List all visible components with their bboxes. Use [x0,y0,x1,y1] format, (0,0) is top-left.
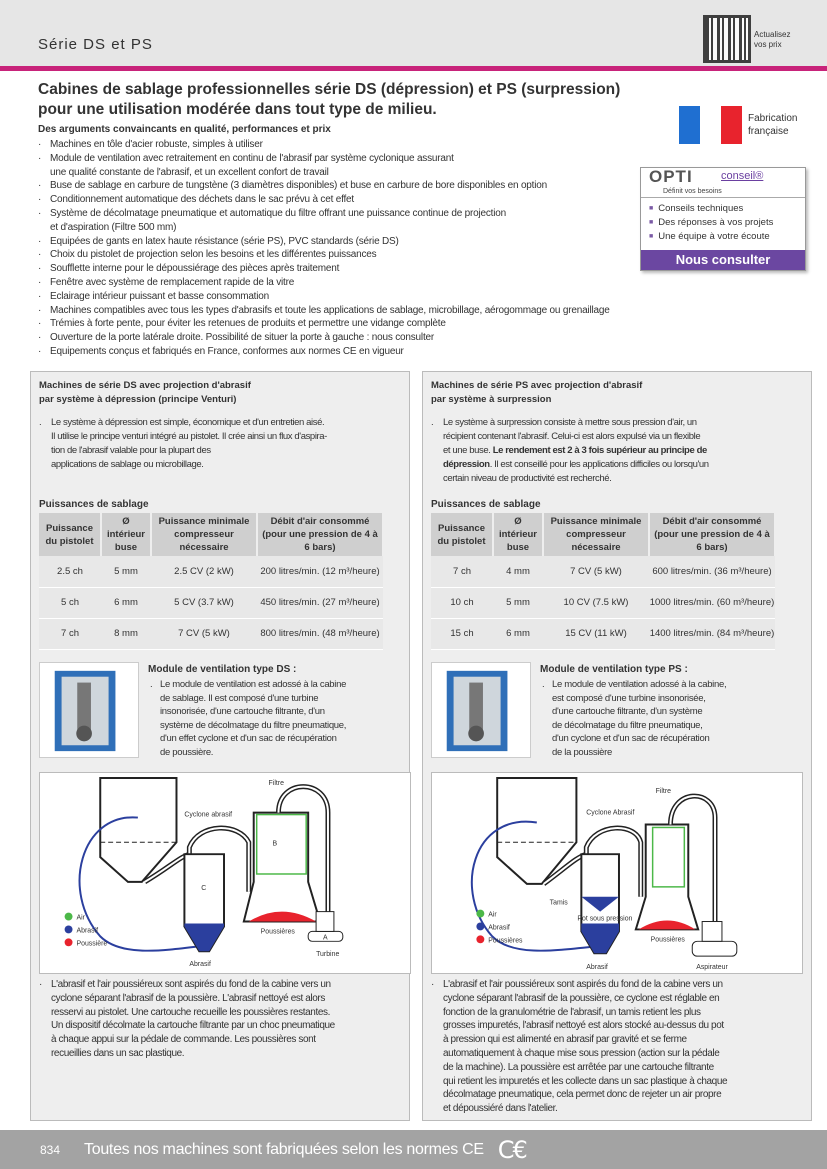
ps-module-text: . Le module de ventilation adossé à la cabine, est composé d'une turbine insonorisée, d'une cartouche filtrante, d'un système de décolmatage du filtre pneumatique, d'un cyclone et d'un sac de récupération de la poussière [540,678,726,759]
label-filtre: Filtre [268,779,284,787]
legend-abrasif: Abrasif [76,927,99,935]
french-flag-icon [679,106,742,144]
table-row [39,556,383,587]
ds-table-title: Puissances de sablage [39,499,149,510]
table-cell: 5 CV (3.7 kW) [151,587,257,618]
ds-module-text: . Le module de ventilation est adossé à la cabine de sablage. Il est composé d'une turbine insonorisée, d'une cartouche filtrante, d'un système de décolmatage du filtre pneumatique, d'un effet cyclone et d'un sac de récupération de poussière. [148,678,346,759]
table-cell: 2.5 ch [39,556,101,587]
table-cell: 7 CV (5 kW) [151,618,257,649]
column-header: Puissance minimale compresseur nécessaire [543,513,649,556]
feature-item: · Trémies à forte pente, pour éviter les retenues de produits et permettre une vidange complète [38,317,610,331]
label-pot: Pot sous pression [577,915,633,923]
logo-brand2: conseil® [721,170,764,182]
table-cell: 5 mm [101,556,151,587]
column-header: Débit d'air consommé (pour une pression de 4 à 6 bars) [257,513,383,556]
feature-item: · Eclairage intérieur puissant et basse consommation [38,290,610,304]
label-poussieres: Poussières [650,936,685,944]
column-header: Puissance du pistolet [431,513,493,556]
opti-item: ■ Des réponses à vos projets [649,216,797,230]
ps-series-panel [422,371,812,1121]
table-cell: 15 ch [431,618,493,649]
feature-item: · Machines en tôle d'acier robuste, simples à utiliser [38,138,610,152]
ds-module-photo [39,662,139,758]
page-title: Cabines de sablage professionnelles série DS (dépression) et PS (surpression) pour une utilisation modérée dans tout type de milieu. [38,81,621,118]
feature-item: · Fenêtre avec système de remplacement rapide de la vitre [38,276,610,290]
column-header: Puissance minimale compresseur nécessaire [151,513,257,556]
feature-item: · Buse de sablage en carbure de tungstène (3 diamètres disponibles) et buse en carbure de bore disponibles en option [38,179,610,193]
table-cell: 6 mm [493,618,543,649]
feature-item: · Equipées de gants en latex haute résistance (série PS), PVC standards (série DS) [38,235,610,249]
label-abrasif-out: Abrasif [586,964,608,972]
ds-intro: . Le système à dépression est simple, économique et d'un entretien aisé. Il utilise le principe venturi intégré au pistolet. Il crée ainsi un flux d'aspira- tion de l'abrasif valable pour la plupart des applications de sablage ou microbillage. [39,416,327,472]
qr-caption: Actualisez vos prix [754,30,791,49]
qr-code[interactable] [703,15,751,63]
table-row [431,587,775,618]
table-cell: 1400 litres/min. (84 m³/heure) [649,618,775,649]
table-cell: 5 ch [39,587,101,618]
feature-item: · Choix du pistolet de projection selon les besoins et les différentes puissances [38,248,610,262]
ps-module-title: Module de ventilation type PS : [540,664,688,675]
made-in-france-label: Fabrication française [748,113,798,137]
table-cell: 600 litres/min. (36 m³/heure) [649,556,775,587]
ps-table-title: Puissances de sablage [431,499,541,510]
feature-item: · Conditionnement automatique des déchets dans le sac prévu à cet effet [38,193,610,207]
table-cell: 7 ch [39,618,101,649]
subtitle: Des arguments convaincants en qualité, performances et prix [38,124,331,135]
logo-brand: OPTI [649,167,693,186]
ps-description: · L'abrasif et l'air poussiéreux sont aspirés du fond de la cabine vers un cyclone séparant l'abrasif de la poussière, ce cyclone est réglable en fonction de la granulométrie de l'abrasif, un tamis retient les plus grosses impuretés, l'abrasif nettoyé est alors stocké au-dessus du pot à pression qui est alimenté en abrasif par gravité et se ferme automatiquement à chaque mise sous pression (action sur la pédale de la machine). La poussière est arrêtée par une cartouche filtrante qui retient les impuretés et les collecte dans un sac plastique à chaque décolmatage pneumatique, cela permet donc de rejeter un air propre et dépoussiéré dans l'atelier. [431,978,727,1116]
table-header-row [431,513,775,556]
table-cell: 8 mm [101,618,151,649]
table-cell: 200 litres/min. (12 m³/heure) [257,556,383,587]
table-row [431,556,775,587]
ps-power-table [431,513,776,650]
table-cell: 2.5 CV (2 kW) [151,556,257,587]
legend-abrasif: Abrasif [488,924,510,932]
logo-tagline: Définit vos besoins [663,188,722,195]
opti-item: ■ Conseils techniques [649,202,797,216]
legend-air: Air [76,914,85,922]
ds-series-panel [30,371,410,1121]
table-header-row [39,513,383,556]
table-cell: 15 CV (11 kW) [543,618,649,649]
feature-item: · Machines compatibles avec tous les types d'abrasifs et toute les applications de sablage, microbillage, aérogommage ou grenaillage [38,304,610,318]
label-aspirateur: Aspirateur [696,964,728,972]
ps-intro-bold: Le rendement est 2 à 3 fois supérieur au principe de dépression [443,445,707,470]
table-cell: 7 ch [431,556,493,587]
table-cell: 800 litres/min. (48 m³/heure) [257,618,383,649]
table-cell: 10 ch [431,587,493,618]
label-turbine: Turbine [316,951,340,959]
table-row [431,618,775,649]
opti-conseil-box [640,167,806,271]
contact-us-button[interactable]: Nous consulter [641,250,805,270]
table-cell: 6 mm [101,587,151,618]
label-cyclone: Cyclone Abrasif [586,809,635,817]
opti-conseil-logo [641,168,805,198]
ps-airflow-diagram [431,772,803,974]
table-cell: 1000 litres/min. (60 m³/heure) [649,587,775,618]
ps-intro [431,416,709,486]
feature-item: · Ouverture de la porte latérale droite. Possibilité de situer la porte à gauche : nous consulter [38,331,610,345]
ps-intro-text: Le système à surpression consiste à mettre sous pression d'air, un récipient contenant l'abrasif. Celui-ci est alors expulsé via un flexible et une buse. [443,417,701,456]
ds-power-table [39,513,384,650]
table-cell: 10 CV (7.5 kW) [543,587,649,618]
feature-item: · Equipements conçus et fabriqués en France, conformes aux normes CE en vigueur [38,345,610,359]
column-header: Ø intérieur buse [101,513,151,556]
legend-air: Air [488,911,497,919]
page-number: 834 [40,1142,61,1157]
header-divider [0,66,827,71]
column-header: Puissance du pistolet [39,513,101,556]
feature-item: · Module de ventilation avec retraitement en continu de l'abrasif par système cyclonique assurant une qualité constante de l'abrasif, et un excellent confort de travail [38,152,610,180]
series-title: Série DS et PS [38,36,153,53]
page-header [0,0,827,66]
table-row [39,618,383,649]
label-b: B [272,840,278,848]
opti-item: ■ Une équipe à votre écoute [649,230,797,244]
ps-intro-end: . Il est conseillé pour les applications difficiles ou lorsqu'un certain niveau de productivité est recherché. [443,459,709,484]
footer-text: Toutes nos machines sont fabriquées selon les normes CE [84,1140,484,1158]
ds-module-title: Module de ventilation type DS : [148,664,297,675]
ds-airflow-diagram [39,772,411,974]
column-header: Ø intérieur buse [493,513,543,556]
feature-list [38,138,610,359]
label-c: C [201,884,207,892]
legend-poussiere: Poussières [488,937,523,945]
feature-item: · Système de décolmatage pneumatique et automatique du filtre offrant une puissance continue de projection et d'aspiration (Filtre 500 mm) [38,207,610,235]
label-tamis: Tamis [549,899,568,907]
table-cell: 5 mm [493,587,543,618]
label-poussieres: Poussières [260,928,295,936]
ps-module-photo [431,662,531,758]
ds-description: · L'abrasif et l'air poussiéreux sont aspirés du fond de la cabine vers un cyclone séparant l'abrasif de la poussière. L'abrasif nettoyé est alors resservi au pistolet. Une cartouche recueille les poussières restantes. Un dispositif décolmate la cartouche filtrante par un choc pneumatique à chaque appui sur la pédale de commande. Les poussières sont recueillies dans un sac plastique. [39,978,335,1061]
ds-heading: Machines de série DS avec projection d'abrasif par système à dépression (principe Venturi) [39,380,251,405]
column-header: Débit d'air consommé (pour une pression de 4 à 6 bars) [649,513,775,556]
label-cyclone: Cyclone abrasif [184,811,233,819]
legend-poussiere: Poussière [76,940,108,948]
label-a: A [323,934,328,942]
label-abrasif-out: Abrasif [189,961,211,969]
table-cell: 4 mm [493,556,543,587]
ce-mark-icon: C€ [497,1135,526,1164]
page-footer [0,1130,827,1169]
table-cell: 7 CV (5 kW) [543,556,649,587]
label-filtre: Filtre [655,787,672,795]
table-row [39,587,383,618]
table-cell: 450 litres/min. (27 m³/heure) [257,587,383,618]
feature-item: · Soufflette interne pour le dépoussiérage des pièces après traitement [38,262,610,276]
ps-heading: Machines de série PS avec projection d'abrasif par système à surpression [431,380,643,405]
